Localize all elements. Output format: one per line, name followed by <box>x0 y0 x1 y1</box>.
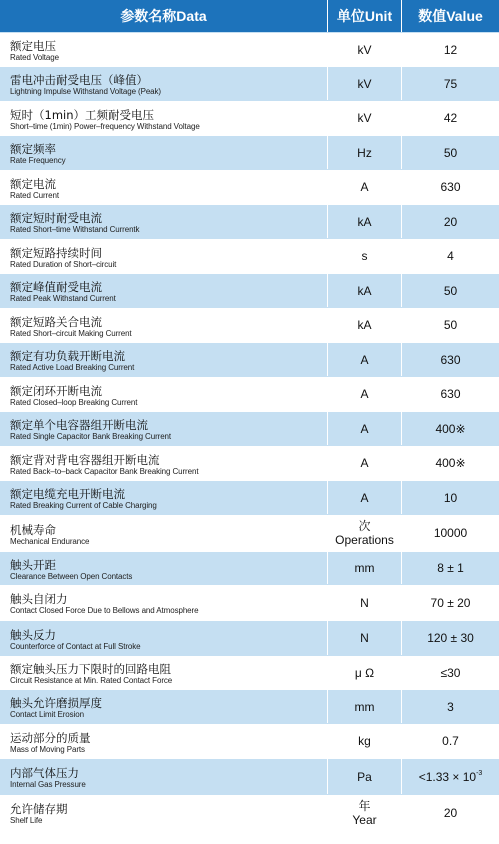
param-cell <box>0 377 328 411</box>
table-body <box>0 32 499 830</box>
param-name-zh: 短时（1min）工频耐受电压 <box>10 107 155 122</box>
param-name-en: Short–time (1min) Power–frequency Withstand Voltage <box>10 121 200 131</box>
value-text: 400※ <box>435 421 466 436</box>
param-cell <box>0 621 328 655</box>
value-text: 120 ± 30 <box>427 631 474 645</box>
value-cell <box>402 795 499 830</box>
unit-text: kV <box>357 111 372 125</box>
value-cell <box>402 515 499 551</box>
value-cell <box>402 101 499 135</box>
param-name-en: Rated Short–time Withstand Currentk <box>10 225 140 234</box>
unit-cell <box>328 170 402 204</box>
param-name-en: Rated Active Load Breaking Current <box>10 363 135 372</box>
param-name-zh: 额定电流 <box>10 176 56 191</box>
value-wrap <box>444 806 457 820</box>
param-name-en: Rate Frequency <box>10 156 66 165</box>
unit-text: mm <box>354 561 375 575</box>
table-row <box>0 411 499 445</box>
value-wrap <box>427 631 474 645</box>
value-text: 20 <box>443 805 458 820</box>
param-name-zh: 内部气体压力 <box>10 766 79 780</box>
param-name-zh: 额定短路持续时间 <box>10 245 102 260</box>
param-name-en: Rated Current <box>10 190 59 200</box>
unit-cell <box>328 33 402 66</box>
table-row <box>0 135 499 169</box>
value-wrap <box>435 422 465 436</box>
value-cell <box>402 205 499 238</box>
value-cell <box>402 759 499 794</box>
value-wrap <box>434 526 467 540</box>
unit-text: s <box>361 249 368 263</box>
value-wrap <box>419 770 483 784</box>
param-name-zh: 额定频率 <box>10 142 56 156</box>
param-cell <box>0 239 328 273</box>
unit-text: 次 <box>358 519 371 533</box>
value-text: 50 <box>443 318 458 332</box>
value-wrap <box>435 456 465 470</box>
value-text: 4 <box>447 249 454 263</box>
value-text: 400※ <box>435 456 466 470</box>
table-row <box>0 238 499 273</box>
value-text: 42 <box>443 111 458 125</box>
param-cell <box>0 759 328 794</box>
unit-cell <box>328 377 402 411</box>
value-text: 10000 <box>433 526 468 540</box>
param-name-en: Contact Closed Force Due to Bellows and Atmosphere <box>10 606 199 615</box>
param-name-zh: 雷电冲击耐受电压（峰值） <box>10 73 148 87</box>
table-row <box>0 100 499 135</box>
value-cell <box>402 170 499 204</box>
param-name-en: Rated Duration of Short–circuit <box>10 259 117 269</box>
unit-text: Pa <box>357 769 372 784</box>
value-wrap <box>437 561 464 575</box>
param-name-zh: 额定峰值耐受电流 <box>10 280 102 294</box>
value-text: 75 <box>443 76 458 91</box>
param-name-en: Mass of Moving Parts <box>10 744 85 754</box>
value-text: 630 <box>440 387 461 401</box>
unit-cell <box>328 308 402 342</box>
value-cell <box>402 239 499 273</box>
table-row <box>0 342 499 376</box>
unit-cell <box>328 274 402 307</box>
value-text: 12 <box>443 42 458 57</box>
value-wrap <box>440 353 460 367</box>
param-name-zh: 运动部分的质量 <box>10 730 91 745</box>
unit-text: kV <box>357 76 372 91</box>
value-exponent: -3 <box>476 769 483 777</box>
value-text: 630 <box>440 180 461 194</box>
unit-text: A <box>360 456 369 470</box>
value-cell <box>402 377 499 411</box>
value-cell <box>402 481 499 514</box>
param-name-en: Rated Peak Withstand Current <box>10 294 116 303</box>
unit-text: kV <box>357 42 372 57</box>
table-row <box>0 273 499 307</box>
param-cell <box>0 136 328 169</box>
param-cell <box>0 481 328 514</box>
param-cell <box>0 33 328 66</box>
param-name-zh: 额定闭环开断电流 <box>10 383 102 398</box>
table-row <box>0 620 499 655</box>
unit-text: kA <box>357 318 372 332</box>
value-text: <1.33 × 10 <box>418 769 477 784</box>
value-cell <box>402 446 499 480</box>
param-name-en: Mechanical Endurance <box>10 536 90 546</box>
value-text: 50 <box>443 145 458 160</box>
param-name-en: Clearance Between Open Contacts <box>10 571 133 581</box>
value-text: ≤30 <box>440 665 461 680</box>
value-wrap <box>440 387 460 401</box>
unit-cell <box>328 412 402 445</box>
value-cell <box>402 343 499 376</box>
unit-cell <box>328 136 402 169</box>
param-name-zh: 允许储存期 <box>10 802 68 816</box>
unit-text-en: Year <box>352 812 377 827</box>
param-cell <box>0 205 328 238</box>
unit-text: kA <box>357 214 372 229</box>
param-name-zh: 触头自闭力 <box>10 592 68 606</box>
table-row <box>0 480 499 514</box>
table-row <box>0 723 499 758</box>
unit-text: kg <box>358 734 371 748</box>
value-wrap <box>444 77 457 91</box>
param-name-en: Rated Voltage <box>10 53 59 62</box>
unit-text: Hz <box>357 145 372 160</box>
param-cell <box>0 170 328 204</box>
unit-cell <box>328 205 402 238</box>
value-cell <box>402 308 499 342</box>
unit-cell <box>328 515 402 551</box>
param-name-en: Circuit Resistance at Min. Rated Contact Force <box>10 676 173 685</box>
unit-cell <box>328 795 402 830</box>
table-row <box>0 551 499 584</box>
value-wrap <box>447 249 454 263</box>
param-name-en: Lightning Impulse Withstand Voltage (Peak) <box>10 87 161 96</box>
table-header <box>0 0 499 32</box>
param-cell <box>0 446 328 480</box>
unit-text: A <box>360 387 369 401</box>
value-wrap <box>431 596 471 610</box>
param-cell <box>0 552 328 584</box>
param-name-en: Rated Short–circuit Making Current <box>10 328 132 338</box>
unit-text: kA <box>357 283 372 298</box>
value-text: 8 ± 1 <box>437 561 464 575</box>
table-row <box>0 66 499 100</box>
param-name-en: Rated Single Capacitor Bank Breaking Current <box>10 432 172 441</box>
param-name-zh: 额定背对背电容器组开断电流 <box>10 452 160 467</box>
unit-text: N <box>360 595 369 610</box>
value-wrap <box>447 700 454 714</box>
param-name-zh: 额定短时耐受电流 <box>10 211 102 225</box>
unit-cell <box>328 343 402 376</box>
unit-text-en: Operations <box>335 533 394 547</box>
value-wrap <box>444 491 457 505</box>
value-wrap <box>444 318 457 332</box>
value-cell <box>402 656 499 689</box>
param-cell <box>0 795 328 830</box>
value-wrap <box>444 146 457 160</box>
unit-text: A <box>360 490 369 505</box>
param-cell <box>0 67 328 100</box>
value-wrap <box>440 180 460 194</box>
value-wrap <box>444 284 457 298</box>
param-cell <box>0 412 328 445</box>
param-name-zh: 额定有功负载开断电流 <box>10 349 125 363</box>
unit-cell <box>328 724 402 758</box>
value-wrap <box>444 111 457 125</box>
param-cell <box>0 101 328 135</box>
param-name-en: Rated Back–to–back Capacitor Bank Breaking Current <box>10 466 199 476</box>
unit-text: N <box>360 631 369 645</box>
header-value: 数值Value <box>402 0 499 32</box>
param-cell <box>0 343 328 376</box>
unit-cell <box>328 656 402 689</box>
unit-cell <box>328 67 402 100</box>
param-cell <box>0 690 328 723</box>
header-param: 参数名称Data <box>0 0 328 32</box>
param-cell <box>0 274 328 307</box>
param-name-zh: 额定电压 <box>10 39 56 53</box>
param-cell <box>0 308 328 342</box>
unit-text: μ Ω <box>354 665 375 680</box>
value-wrap <box>444 215 457 229</box>
table-row <box>0 307 499 342</box>
value-cell <box>402 690 499 723</box>
value-wrap <box>442 734 459 748</box>
param-name-en: Contact Limit Erosion <box>10 710 84 719</box>
param-cell <box>0 724 328 758</box>
unit-cell <box>328 585 402 620</box>
param-name-zh: 额定电缆充电开断电流 <box>10 487 125 501</box>
table-row <box>0 514 499 551</box>
header-unit: 单位Unit <box>328 0 402 32</box>
param-name-en: Rated Breaking Current of Cable Charging <box>10 501 157 510</box>
value-text: 3 <box>447 699 454 714</box>
table-row <box>0 204 499 238</box>
value-cell <box>402 136 499 169</box>
param-name-zh: 机械寿命 <box>10 522 56 537</box>
value-wrap <box>441 666 461 680</box>
unit-cell <box>328 621 402 655</box>
param-name-en: Rated Closed–loop Breaking Current <box>10 397 138 407</box>
param-name-zh: 触头反力 <box>10 627 56 642</box>
unit-text: 年 <box>358 798 371 813</box>
value-cell <box>402 724 499 758</box>
table-row <box>0 758 499 794</box>
table-row <box>0 655 499 689</box>
unit-cell <box>328 759 402 794</box>
unit-cell <box>328 481 402 514</box>
value-text: 50 <box>443 283 458 298</box>
unit-text: A <box>360 180 369 194</box>
value-text: 0.7 <box>442 734 459 748</box>
value-cell <box>402 33 499 66</box>
value-text: 20 <box>443 214 458 229</box>
value-cell <box>402 552 499 584</box>
param-name-zh: 触头开距 <box>10 557 56 572</box>
param-name-en: Shelf Life <box>10 816 43 825</box>
unit-cell <box>328 690 402 723</box>
value-cell <box>402 585 499 620</box>
param-name-zh: 触头允许磨损厚度 <box>10 696 102 710</box>
unit-text: A <box>360 352 369 367</box>
param-cell <box>0 585 328 620</box>
unit-cell <box>328 239 402 273</box>
value-text: 10 <box>443 490 458 505</box>
param-name-en: Counterforce of Contact at Full Stroke <box>10 641 141 651</box>
table-row <box>0 794 499 830</box>
param-name-en: Internal Gas Pressure <box>10 780 86 789</box>
param-name-zh: 额定单个电容器组开断电流 <box>10 418 148 432</box>
table-row <box>0 445 499 480</box>
param-cell <box>0 656 328 689</box>
param-name-zh: 额定短路关合电流 <box>10 314 102 329</box>
value-cell <box>402 67 499 100</box>
unit-text: A <box>360 421 369 436</box>
unit-text: mm <box>354 699 375 714</box>
value-text: 630 <box>440 352 461 367</box>
table-row <box>0 32 499 66</box>
param-cell <box>0 515 328 551</box>
value-wrap <box>444 43 457 57</box>
table-row <box>0 169 499 204</box>
value-cell <box>402 412 499 445</box>
unit-cell <box>328 101 402 135</box>
value-cell <box>402 274 499 307</box>
unit-cell <box>328 446 402 480</box>
table-row <box>0 376 499 411</box>
table-row <box>0 584 499 620</box>
unit-cell <box>328 552 402 584</box>
table-row <box>0 689 499 723</box>
value-text: 70 ± 20 <box>430 595 471 610</box>
param-name-zh: 额定触头压力下限时的回路电阻 <box>10 662 171 676</box>
value-cell <box>402 621 499 655</box>
